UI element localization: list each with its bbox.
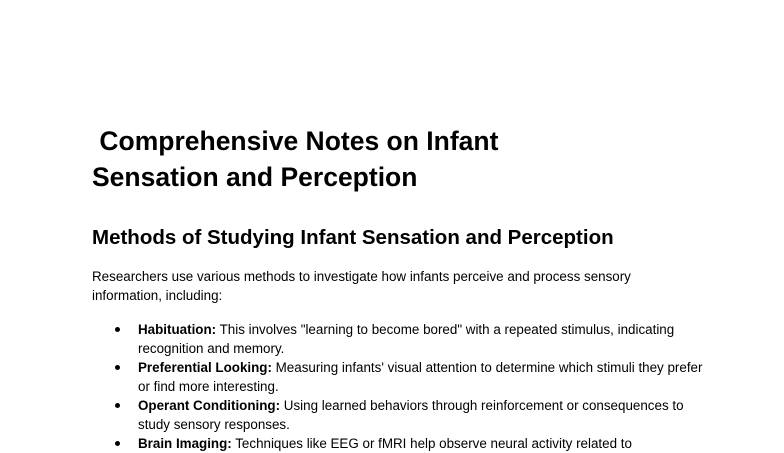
method-description: This involves "learning to become bored" with a repeated stimulus, indicating recognition and memory.: [138, 322, 675, 356]
method-term: Operant Conditioning:: [138, 398, 281, 413]
bullet-icon: [115, 327, 120, 332]
list-item-brain-imaging: [112, 434, 712, 453]
method-term: Habituation:: [138, 322, 217, 337]
section-heading: Methods of Studying Infant Sensation and Perception: [92, 226, 614, 249]
method-description: Using learned behaviors through reinforcement or consequences to study sensory responses.: [138, 398, 684, 432]
method-description: Techniques like EEG or fMRI help observe neural activity related to: [231, 436, 632, 451]
bullet-icon: [115, 403, 120, 408]
list-item-habituation: [112, 320, 712, 358]
method-description: Measuring infants' visual attention to determine which stimuli they prefer or find more interesting.: [138, 360, 703, 394]
methods-list: [112, 320, 712, 453]
bullet-icon: [115, 365, 120, 370]
method-term: Brain Imaging:: [138, 436, 232, 451]
list-item-operant-conditioning: [112, 396, 712, 434]
method-term: Preferential Looking:: [138, 360, 272, 375]
intro-paragraph: Researchers use various methods to investigate how infants perceive and process sensory information, including:: [92, 269, 631, 303]
document-title: Comprehensive Notes on Infant Sensation and Perception: [92, 126, 506, 192]
bullet-icon: [115, 441, 120, 446]
list-item-preferential-looking: [112, 358, 712, 396]
